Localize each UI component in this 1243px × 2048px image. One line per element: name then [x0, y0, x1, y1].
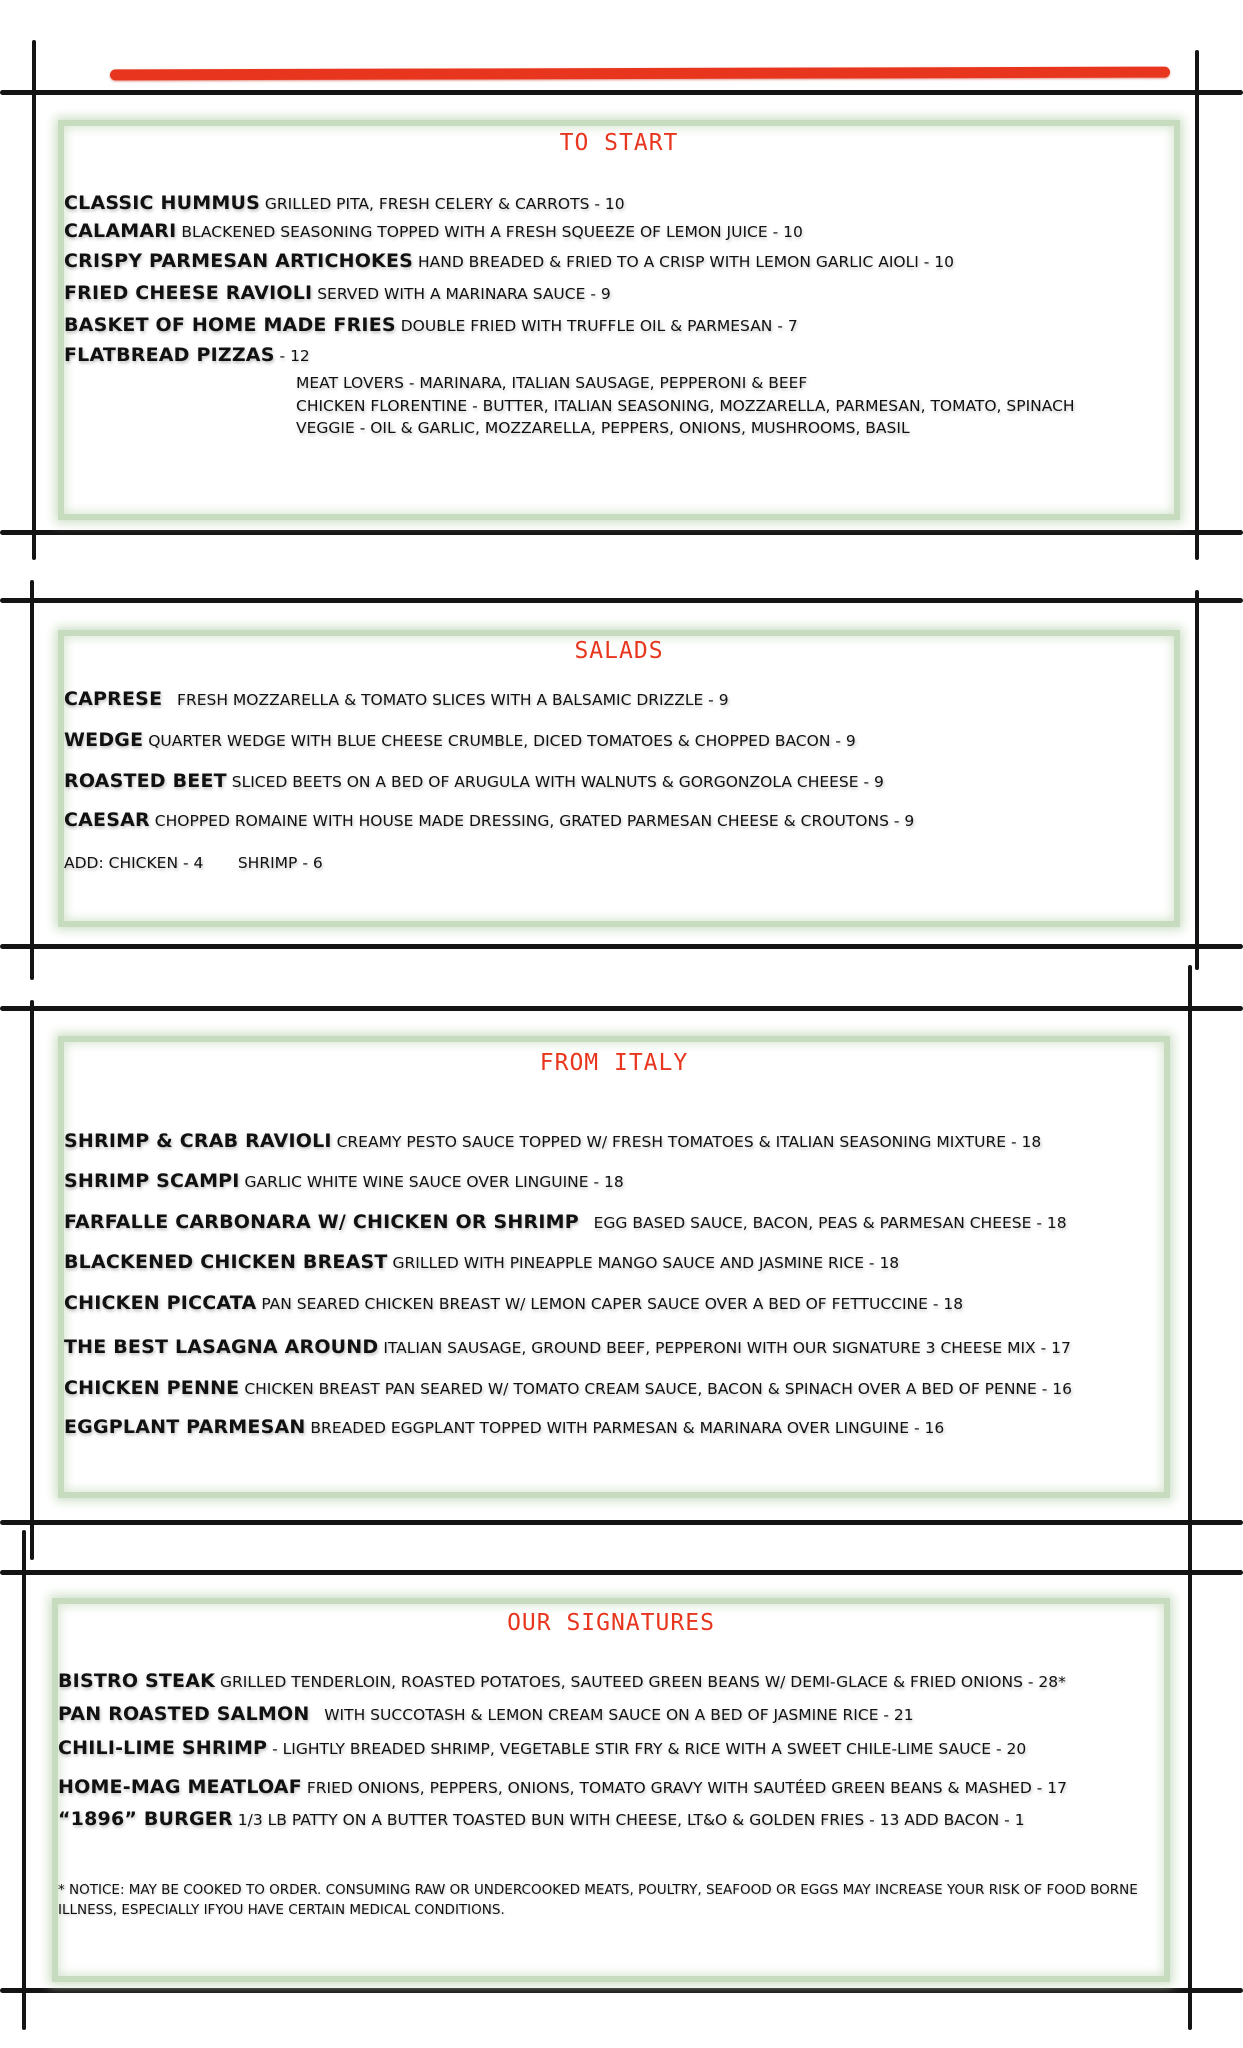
- menu-item: FRIED CHEESE RAVIOLI SERVED WITH A MARINARA SAUCE - 9: [64, 282, 611, 304]
- menu-item: FLATBREAD PIZZAS - 12: [64, 344, 310, 366]
- menu-item: CAESAR CHOPPED ROMAINE WITH HOUSE MADE DRESSING, GRATED PARMESAN CHEESE & CROUTONS - 9: [64, 809, 915, 831]
- frame-stroke: [32, 40, 36, 560]
- menu-item: CRISPY PARMESAN ARTICHOKES HAND BREADED & FRIED TO A CRISP WITH LEMON GARLIC AIOLI - 10: [64, 250, 954, 272]
- frame-stroke: [30, 1000, 34, 1560]
- menu-item: SHRIMP & CRAB RAVIOLI CREAMY PESTO SAUCE TOPPED W/ FRESH TOMATOES & ITALIAN SEASONING MIXTURE - 18: [64, 1130, 1042, 1152]
- frame-stroke: [1195, 50, 1199, 560]
- frame-stroke: [30, 580, 34, 980]
- frame-stroke: [0, 1520, 1243, 1525]
- menu-item: HOME-MAG MEATLOAF FRIED ONIONS, PEPPERS, ONIONS, TOMATO GRAVY WITH SAUTÉED GREEN BEANS & MASHED - 17: [58, 1776, 1067, 1798]
- menu-item: SHRIMP SCAMPI GARLIC WHITE WINE SAUCE OVER LINGUINE - 18: [64, 1170, 624, 1192]
- menu-item: CAPRESE FRESH MOZZARELLA & TOMATO SLICES WITH A BALSAMIC DRIZZLE - 9: [64, 688, 729, 710]
- menu-item: CHICKEN PENNE CHICKEN BREAST PAN SEARED W/ TOMATO CREAM SAUCE, BACON & SPINACH OVER A BED OF PENNE - 16: [64, 1377, 1072, 1399]
- section-salads: [58, 630, 1180, 927]
- menu-item: CALAMARI BLACKENED SEASONING TOPPED WITH A FRESH SQUEEZE OF LEMON JUICE - 10: [64, 220, 803, 242]
- section-our-signatures: [52, 1598, 1170, 1982]
- section-to-start: [58, 120, 1180, 520]
- salad-add-on: ADD: CHICKEN - 4 SHRIMP - 6: [64, 854, 323, 872]
- section-heading: SALADS: [574, 638, 664, 664]
- top-red-brushstroke: [110, 67, 1170, 81]
- menu-item: CHILI-LIME SHRIMP - LIGHTLY BREADED SHRIMP, VEGETABLE STIR FRY & RICE WITH A SWEET CHILE-LIME SAUCE - 20: [58, 1737, 1027, 1759]
- menu-item: CLASSIC HUMMUS GRILLED PITA, FRESH CELERY & CARROTS - 10: [64, 192, 625, 214]
- flatbread-option: MEAT LOVERS - MARINARA, ITALIAN SAUSAGE, PEPPERONI & BEEF: [296, 374, 808, 392]
- frame-stroke: [0, 1988, 1243, 1993]
- menu-item: CHICKEN PICCATA PAN SEARED CHICKEN BREAST W/ LEMON CAPER SAUCE OVER A BED OF FETTUCCINE - 18: [64, 1292, 964, 1314]
- menu-item: WEDGE QUARTER WEDGE WITH BLUE CHEESE CRUMBLE, DICED TOMATOES & CHOPPED BACON - 9: [64, 729, 856, 751]
- frame-stroke: [1188, 1540, 1192, 2030]
- frame-stroke: [0, 1570, 1243, 1575]
- frame-stroke: [0, 944, 1243, 949]
- menu-item: BISTRO STEAK GRILLED TENDERLOIN, ROASTED POTATOES, SAUTEED GREEN BEANS W/ DEMI-GLACE & FRIED ONIONS - 28*: [58, 1670, 1066, 1692]
- menu-item: THE BEST LASAGNA AROUND ITALIAN SAUSAGE, GROUND BEEF, PEPPERONI WITH OUR SIGNATURE 3 CHEESE MIX - 17: [64, 1336, 1071, 1358]
- menu-item: FARFALLE CARBONARA W/ CHICKEN OR SHRIMP EGG BASED SAUCE, BACON, PEAS & PARMESAN CHEESE - 18: [64, 1211, 1067, 1233]
- frame-stroke: [1188, 965, 1192, 1555]
- menu-item: BLACKENED CHICKEN BREAST GRILLED WITH PINEAPPLE MANGO SAUCE AND JASMINE RICE - 18: [64, 1251, 900, 1273]
- frame-stroke: [0, 90, 1243, 95]
- frame-stroke: [0, 1006, 1243, 1011]
- flatbread-option: VEGGIE - OIL & GARLIC, MOZZARELLA, PEPPERS, ONIONS, MUSHROOMS, BASIL: [296, 419, 910, 437]
- frame-stroke: [0, 530, 1243, 535]
- menu-item: ROASTED BEET SLICED BEETS ON A BED OF ARUGULA WITH WALNUTS & GORGONZOLA CHEESE - 9: [64, 770, 884, 792]
- frame-stroke: [22, 1530, 26, 2030]
- flatbread-option: CHICKEN FLORENTINE - BUTTER, ITALIAN SEASONING, MOZZARELLA, PARMESAN, TOMATO, SPINACH: [296, 397, 1075, 415]
- menu-item: BASKET OF HOME MADE FRIES DOUBLE FRIED WITH TRUFFLE OIL & PARMESAN - 7: [64, 314, 798, 336]
- section-heading: OUR SIGNATURES: [507, 1610, 715, 1636]
- section-heading: TO START: [559, 130, 679, 156]
- frame-stroke: [1195, 590, 1199, 970]
- food-safety-notice: * NOTICE: MAY BE COOKED TO ORDER. CONSUMING RAW OR UNDERCOOKED MEATS, POULTRY, SEAFOOD OR EGGS MAY INCREASE YOUR RISK OF FOOD BORNE ILLNESS, ESPECIALLY IFYOU HAVE CERTAIN MEDICAL CONDITIONS.: [58, 1882, 1138, 1918]
- frame-stroke: [0, 598, 1243, 603]
- menu-item: EGGPLANT PARMESAN BREADED EGGPLANT TOPPED WITH PARMESAN & MARINARA OVER LINGUINE - 16: [64, 1416, 945, 1438]
- menu-item: PAN ROASTED SALMON WITH SUCCOTASH & LEMON CREAM SAUCE ON A BED OF JASMINE RICE - 21: [58, 1703, 914, 1725]
- menu-item: “1896” BURGER 1/3 LB PATTY ON A BUTTER TOASTED BUN WITH CHEESE, LT&O & GOLDEN FRIES - 13 ADD BACON - 1: [58, 1808, 1025, 1830]
- section-heading: FROM ITALY: [539, 1050, 689, 1076]
- section-from-italy: [58, 1036, 1170, 1498]
